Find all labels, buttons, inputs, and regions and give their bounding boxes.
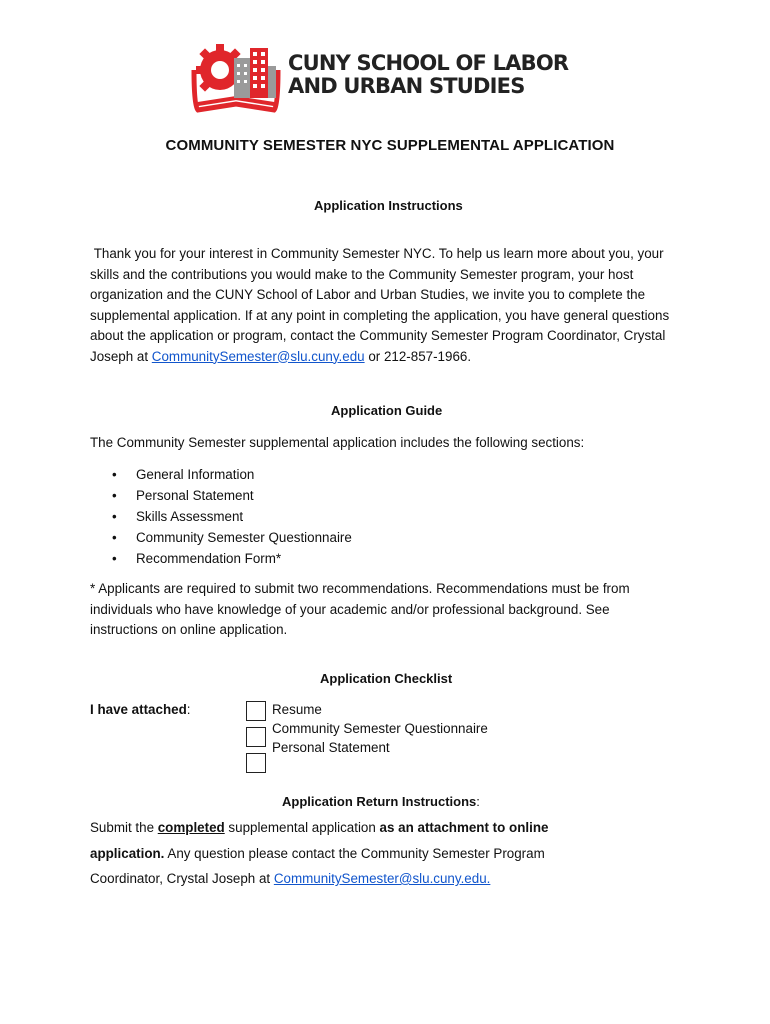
recommendation-footnote: * Applicants are required to submit two recommendations. Recommendations must be from individuals who have knowledge of your academic and/or professional background. See instructions on online application. <box>90 581 630 637</box>
checklist-item-resume: Resume <box>272 702 322 717</box>
return-heading: Application Return Instructions: <box>282 794 480 809</box>
instructions-phone: or 212-857-1966. <box>364 348 472 364</box>
checklist-item-personal-statement: Personal Statement <box>272 740 390 755</box>
guide-intro: The Community Semester supplemental application includes the following sections: <box>90 435 585 450</box>
checklist-heading: Application Checklist <box>320 671 453 686</box>
attached-label: I have attached: <box>90 702 191 717</box>
instructions-heading: Application Instructions <box>314 198 463 213</box>
logo-line-2: AND URBAN STUDIES <box>288 74 525 98</box>
list-item: • Recommendation Form* <box>106 548 352 569</box>
return-instructions-body: Submit the completed supplemental application as an attachment to online application. Any question please contact the Community Semester Program Coordinator, Crystal Joseph at CommunitySemester@slu.cuny.edu. <box>90 820 549 886</box>
list-item: • General Information <box>106 464 352 485</box>
guide-section-list <box>106 464 352 569</box>
checkbox-resume[interactable] <box>246 701 266 721</box>
cuny-slu-logo <box>190 40 570 116</box>
instructions-body <box>90 244 690 367</box>
bullet-icon: • <box>112 551 117 566</box>
page-title: COMMUNITY SEMESTER NYC SUPPLEMENTAL APPLICATION <box>165 137 615 154</box>
email-link[interactable]: CommunitySemester@slu.cuny.edu <box>151 348 365 364</box>
list-item: • Skills Assessment <box>106 506 352 527</box>
completed-emphasis: completed <box>157 820 225 835</box>
instructions-text: Thank you for your interest in Community Semester NYC. To help us learn more about you, your skills and the contributions you would make to the Community Semester program, your host organization and the CUNY School of Labor and Urban Studies, we invite you to complete the supplemental application. If at any point in completing the application, you have general questions about the application or program, contact the Community Semester Program Coordinator, Crystal Joseph at <box>90 246 670 364</box>
bullet-icon: • <box>112 488 117 503</box>
list-item: • Personal Statement <box>106 485 352 506</box>
bullet-icon: • <box>112 467 117 482</box>
bullet-icon: • <box>112 530 117 545</box>
checkbox-questionnaire[interactable] <box>246 727 266 747</box>
logo-book-gear-icon <box>190 40 282 114</box>
return-email-link[interactable]: CommunitySemester@slu.cuny.edu. <box>273 871 491 886</box>
online-attachment-emphasis: as an attachment to online application. <box>90 820 549 861</box>
list-item: • Community Semester Questionnaire <box>106 527 352 548</box>
logo-wordmark <box>288 52 568 98</box>
guide-heading: Application Guide <box>331 403 443 418</box>
bullet-icon: • <box>112 509 117 524</box>
checklist-item-questionnaire: Community Semester Questionnaire <box>272 721 488 736</box>
checkbox-personal-statement[interactable] <box>246 753 266 773</box>
logo-line-1: CUNY SCHOOL OF LABOR <box>288 51 569 75</box>
